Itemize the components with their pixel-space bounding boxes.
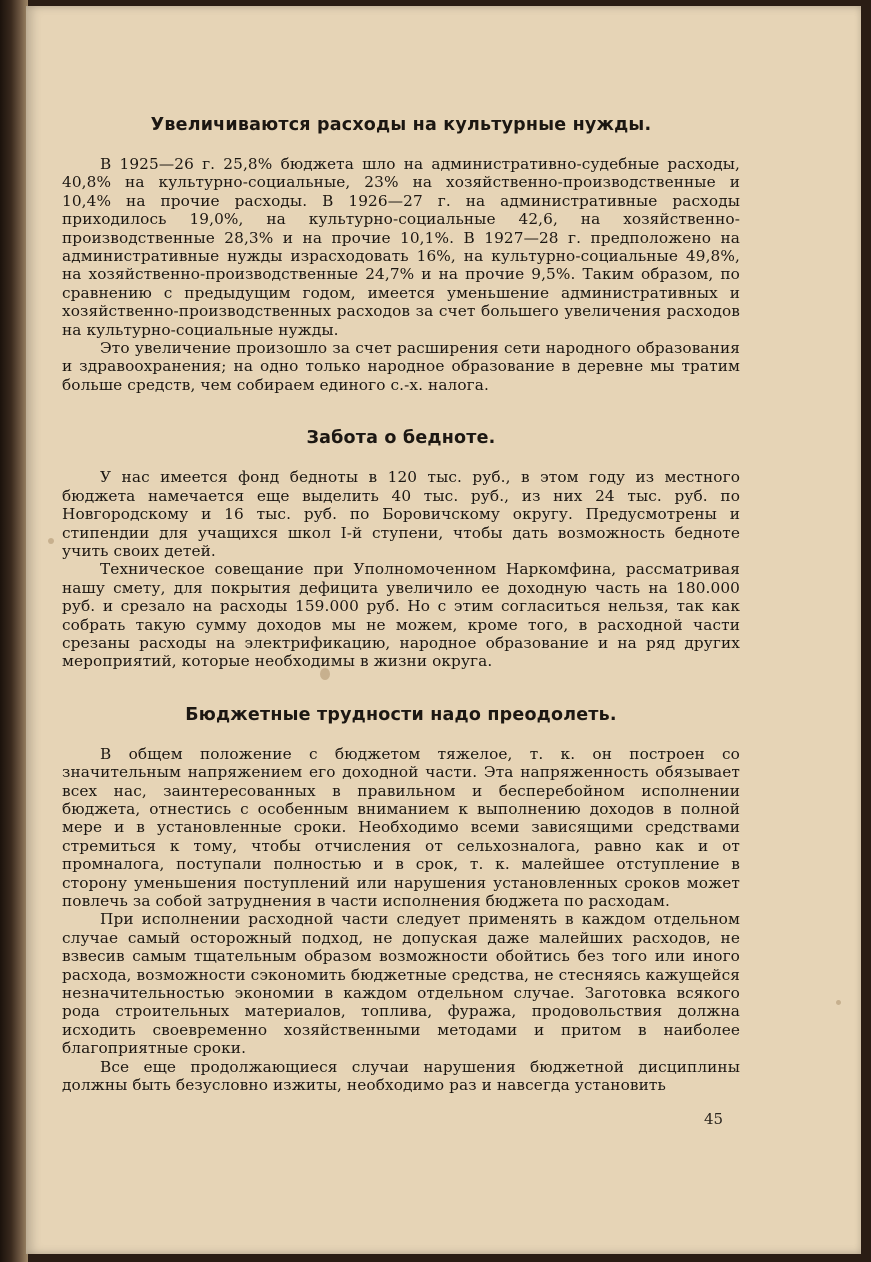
paper-stain (48, 538, 54, 544)
page-edge (861, 0, 871, 1262)
paragraph: Все еще продолжающиеся случаи нарушения бюджетной дисциплины должны быть безусловно изжиты, необходимо раз и навсегда установить (62, 1057, 740, 1095)
page-content (62, 115, 740, 1094)
book-spine (0, 0, 28, 1262)
section-title: Бюджетные трудности надо преодолеть. (185, 704, 617, 725)
paragraph: Техническое совещание при Уполномоченном Наркомфина, рассматривая нашу смету, для покрытия дефицита увеличило ее доходную часть на 180.000 руб. и срезало на расходы 159.000 руб. Но с этим согласиться нельзя, так как собрать такую сумму доходов мы не можем, кроме того, в расходной части срезаны расходы на электрификацию, народное образование и на ряд других мероприятий, которые необходимы в жизни округа. (62, 560, 740, 671)
paper-stain (836, 1000, 841, 1005)
paragraph: Это увеличение произошло за счет расширения сети народного образования и здравоохранения; на одно только народное образование в деревне мы тратим больше средств, чем собираем единого с.-х. налога. (62, 339, 740, 394)
paragraph: У нас имеется фонд бедноты в 120 тыс. руб., в этом году из местного бюджета намечается еще выделить 40 тыс. руб., из них 24 тыс. руб. по Новгородскому и 16 тыс. руб. по Боровичскому округу. Предусмотрены и стипендии для учащихся школ I-й ступени, чтобы дать возможность бедноте учить своих детей. (62, 468, 740, 560)
paragraph: В 1925—26 г. 25,8% бюджета шло на административно-судебные расходы, 40,8% на культурно-социальные, 23% на хозяйственно-производственные и 10,4% на прочие расходы. В 1926—27 г. на административные расходы приходилось 19,0%, на культурно-социальные 42,6, на хозяйственно-производственные 28,3% и на прочие 10,1%. В 1927—28 г. предположено на административные нужды израсходовать 16%, на культурно-социальные 49,8%, на хозяйственно-производственные 24,7% и на прочие 9,5%. Таким образом, по сравнению с предыдущим годом, имеется уменьшение административных и хозяйственно-производственных расходов за счет большего увеличения расходов на культурно-социальные нужды. (62, 155, 740, 339)
paragraph: При исполнении расходной части следует применять в каждом отдельном случае самый осторожный подход, не допуская даже малейших расходов, не взвесив самым тщательным образом возможности обойтись без того или иного расхода, возможности сэкономить бюджетные средства, не стесняясь кажущейся незначительностью экономии в каждом отдельном случае. Заготовка всякого рода строительных материалов, топлива, фуража, продовольствия должна исходить своевременно хозяйственными методами и притом в наиболее благоприятные сроки. (62, 910, 740, 1058)
paragraph: В общем положение с бюджетом тяжелое, т. к. он построен со значительным напряжением его доходной части. Эта напряженность обязывает всех нас, заинтересованных в правильном и бесперебойном исполнении бюджета, отнестись с особенным вниманием к выполнению доходов в полной мере и в установленные сроки. Необходимо всеми зависящими средствами стремиться к тому, чтобы отчисления от сельхозналога, равно как и от промналога, поступали полностью и в срок, т. к. малейшее отступление в сторону уменьшения поступлений или нарушения установленных сроков может повлечь за собой затруднения в части исполнения бюджета по расходам. (62, 744, 740, 910)
section-title: Забота о бедноте. (306, 428, 496, 449)
page-number: 45 (704, 1110, 724, 1128)
section-title: Увеличиваются расходы на культурные нужды. (150, 115, 652, 135)
